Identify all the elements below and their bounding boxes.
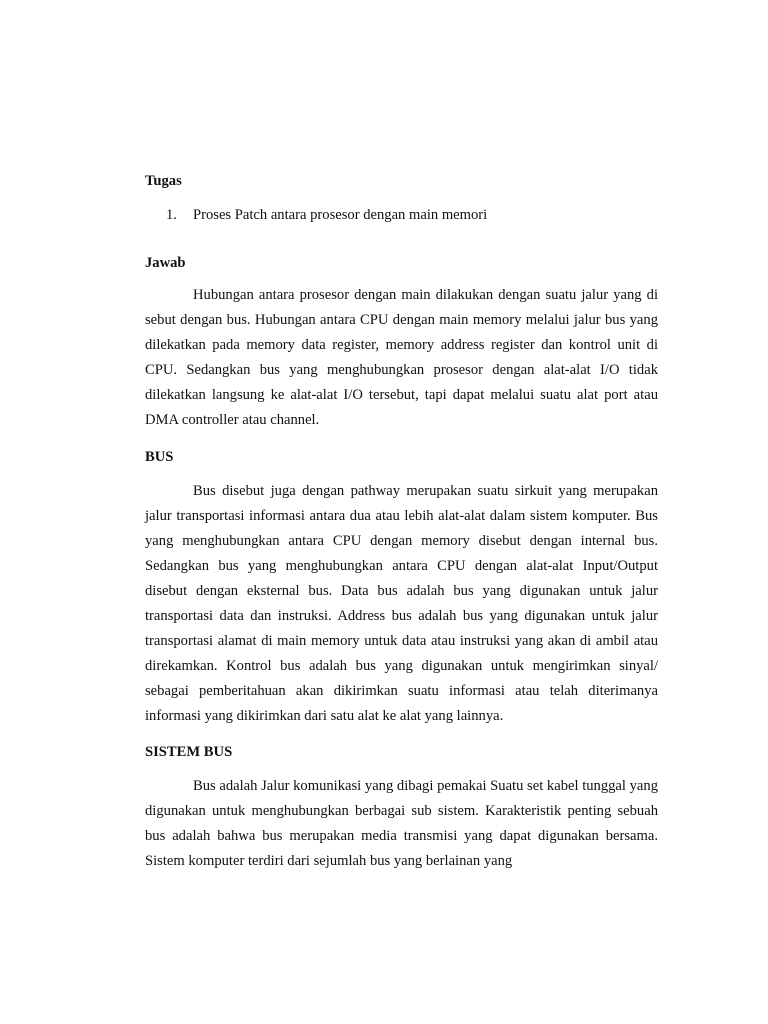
task-text: Proses Patch antara prosesor dengan main memori [193, 207, 488, 223]
bus-paragraph: Bus disebut juga dengan pathway merupakan suatu sirkuit yang merupakan jalur transportasi informasi antara dua atau lebih alat-alat dalam sistem komputer. Bus yang menghubungkan antara CPU dengan memory disebut dengan internal bus. Sedangkan bus yang menghubungkan antara CPU dengan alat-alat Input/Output disebut dengan eksternal bus. Data bus adalah bus yang digunakan untuk jalur transportasi data dan instruksi. Address bus adalah bus yang digunakan untuk jalur transportasi alamat di main memory untuk data atau instruksi yang akan di ambil atau direkamkan. Kontrol bus adalah bus yang digunakan untuk mengirimkan sinyal/ sebagai pemberitahuan akan dikirimkan suatu informasi atau telah diterimanya informasi yang dikirimkan dari satu alat ke alat yang lainnya. [145, 483, 658, 724]
task-heading: Tugas [145, 173, 182, 189]
bus-heading: BUS [145, 449, 174, 465]
sistem-bus-heading: SISTEM BUS [145, 744, 233, 760]
answer-paragraph: Hubungan antara prosesor dengan main dilakukan dengan suatu jalur yang di sebut dengan bus. Hubungan antara CPU dengan main memory melalui jalur bus yang dilekatkan pada memory data register, memory address register dan kontrol unit di CPU. Sedangkan bus yang menghubungkan prosesor dengan alat-alat I/O tidak dilekatkan langsung ke alat-alat I/O tersebut, tapi dapat melalui suatu alat port atau DMA controller atau channel. [145, 287, 658, 428]
sistem-bus-paragraph: Bus adalah Jalur komunikasi yang dibagi pemakai Suatu set kabel tunggal yang digunakan untuk menghubungkan berbagai sub sistem. Karakteristik penting sebuah bus adalah bahwa bus merupakan media transmisi yang dapat digunakan bersama. Sistem komputer terdiri dari sejumlah bus yang berlainan yang [145, 778, 658, 869]
task-list [145, 205, 658, 225]
answer-heading: Jawab [145, 255, 186, 271]
task-number: 1. [166, 207, 177, 223]
task-item [145, 205, 658, 225]
document-body [145, 171, 658, 874]
